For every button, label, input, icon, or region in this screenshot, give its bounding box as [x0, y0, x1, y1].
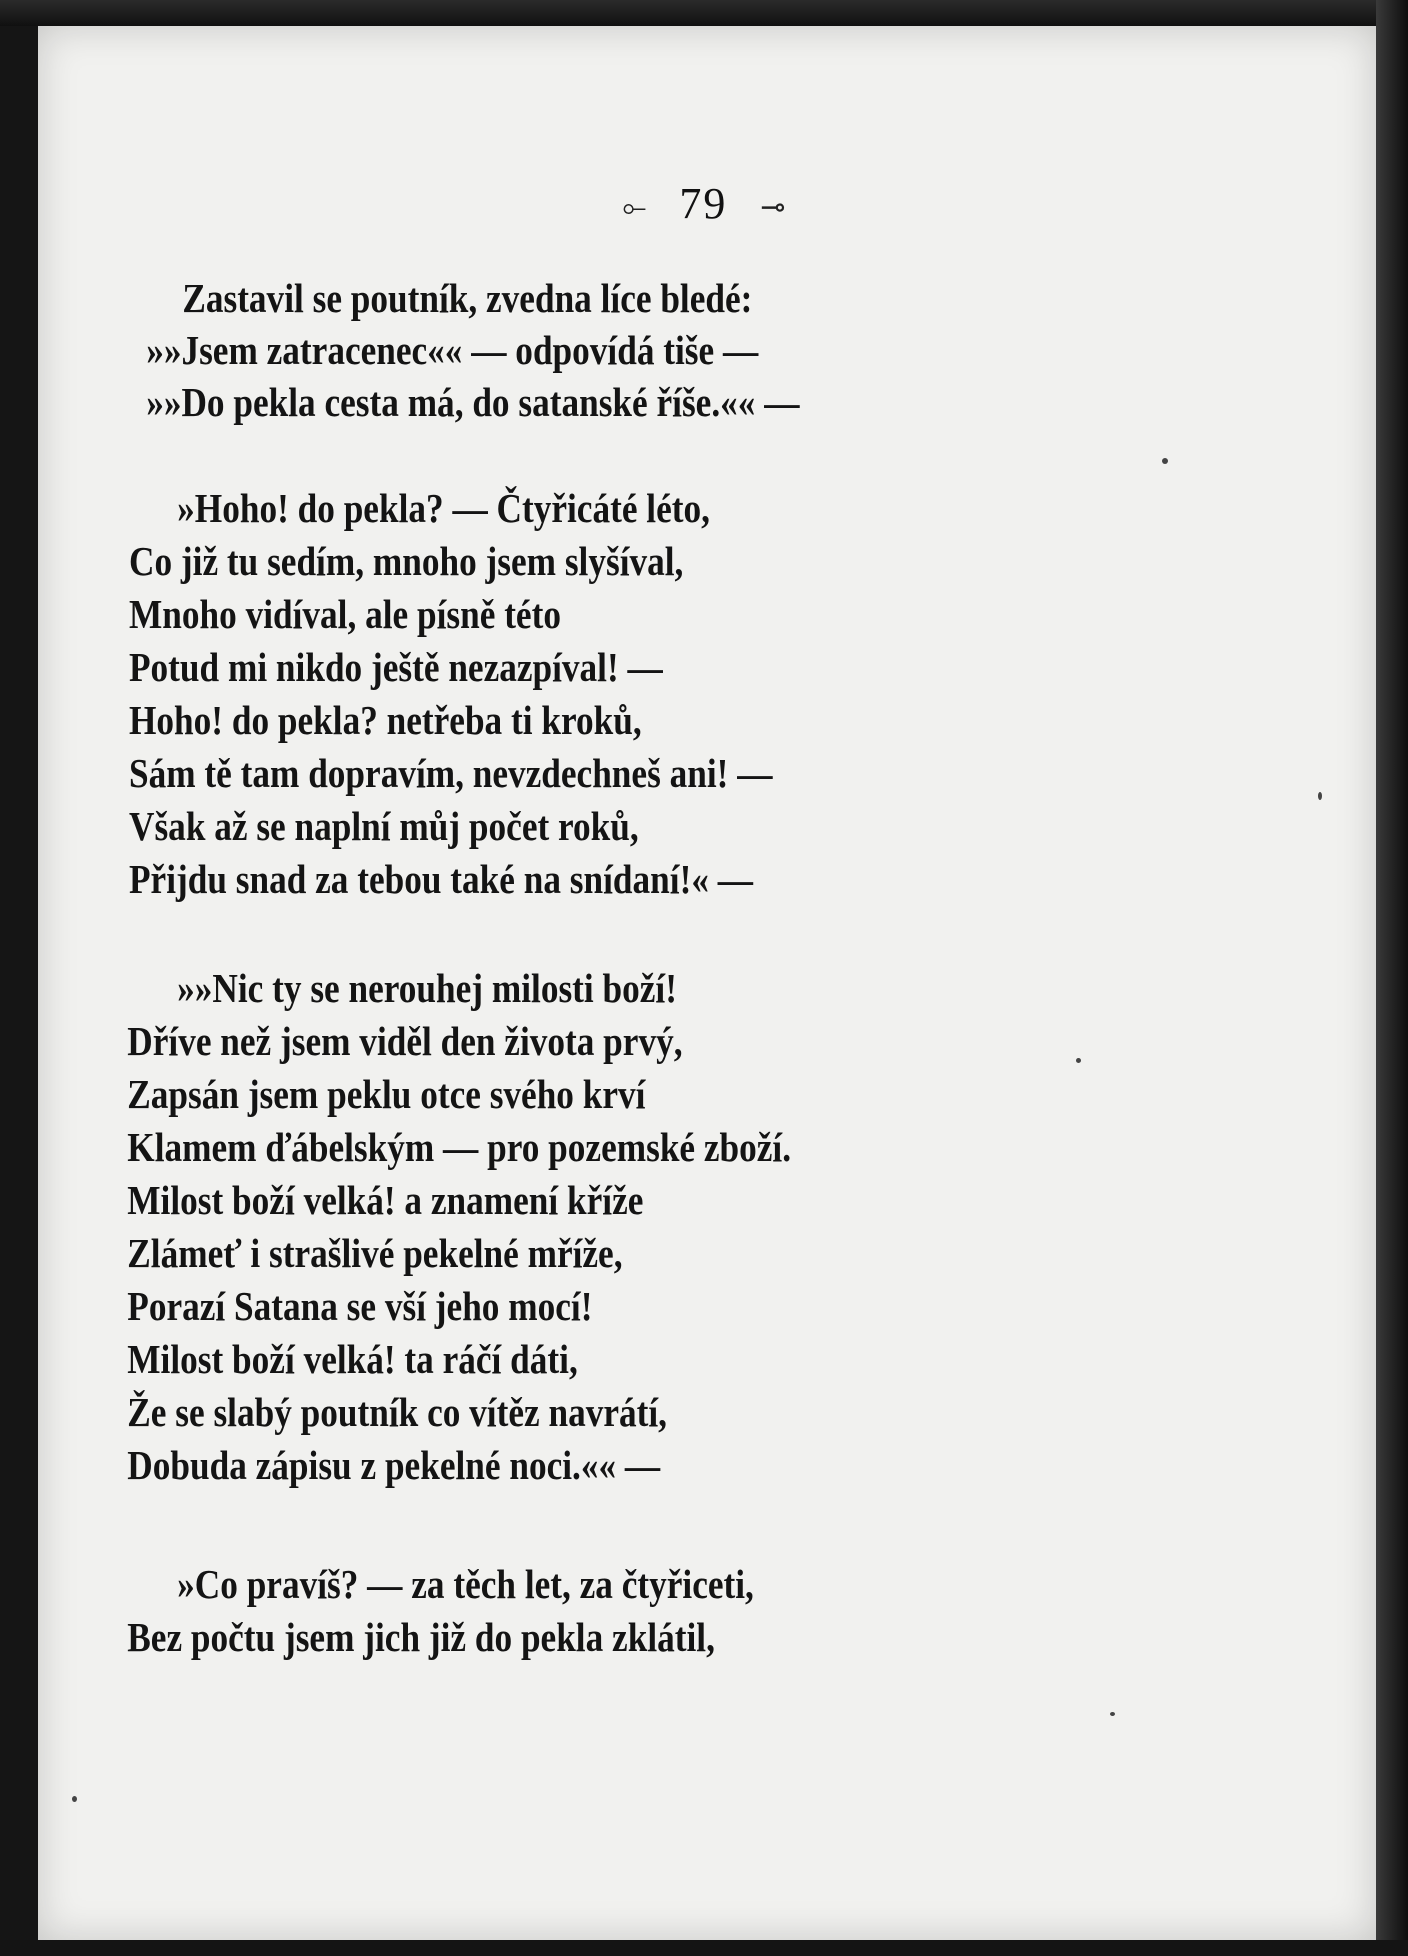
poem-line: Zastavil se poutník, zvedna líce bledé: — [182, 275, 753, 321]
poem-line: Přijdu snad za tebou také na snídaní!« — — [129, 856, 754, 902]
page-number: 79 — [679, 179, 728, 228]
poem-line: »Co pravíš? — za těch let, za čtyřiceti, — [177, 1561, 754, 1607]
scan-border-right — [1376, 0, 1408, 1956]
poem-line: Zapsán jsem peklu otce svého krví — [127, 1071, 646, 1117]
poem-line: »»Do pekla cesta má, do satanské říše.«« — — [146, 379, 800, 425]
poem-line: Co již tu sedím, mnoho jsem slyšíval, — [129, 538, 684, 584]
scan-speck — [1076, 1058, 1081, 1063]
poem-line: Milost boží velká! ta ráčí dáti, — [127, 1336, 578, 1382]
scan-speck — [1162, 458, 1168, 464]
scan-speck — [72, 1796, 77, 1802]
poem-line: Klamem ďábelským — pro pozemské zboží. — [127, 1124, 792, 1170]
scan-speck — [1318, 792, 1322, 800]
poem-line: Mnoho vidíval, ale písně této — [129, 591, 561, 637]
left-ornament-icon: ⟜ — [622, 190, 647, 224]
poem-line: Bez počtu jsem jich již do pekla zklátil, — [127, 1614, 715, 1660]
poem-line: »Hoho! do pekla? — Čtyřicáté léto, — [177, 485, 710, 531]
poem-line: »»Nic ty se nerouhej milosti boží! — [177, 965, 677, 1011]
poem-line: Milost boží velká! a znamení kříže — [127, 1177, 644, 1223]
poem-line: Potud mi nikdo ještě nezazpíval! — — [129, 644, 663, 690]
poem-line: Dříve než jsem viděl den života prvý, — [127, 1018, 683, 1064]
poem-line: Dobuda zápisu z pekelné noci.«« — — [127, 1442, 661, 1488]
scan-speck — [1110, 1712, 1115, 1716]
right-ornament-icon: ⊸ — [760, 191, 786, 225]
poem-line: Že se slabý poutník co vítěz navrátí, — [127, 1389, 667, 1435]
poem-line: »»Jsem zatracenec«« — odpovídá tiše — — [146, 327, 759, 373]
poem-line: Hoho! do pekla? netřeba ti kroků, — [129, 697, 642, 743]
poem-line: Však až se naplní můj počet roků, — [129, 803, 639, 849]
poem-line: Zlámeť i strašlivé pekelné mříže, — [127, 1230, 623, 1276]
poem-line: Porazí Satana se vší jeho mocí! — [127, 1283, 593, 1329]
poem-line: Sám tě tam dopravím, nevzdechneš ani! — — [129, 750, 773, 796]
